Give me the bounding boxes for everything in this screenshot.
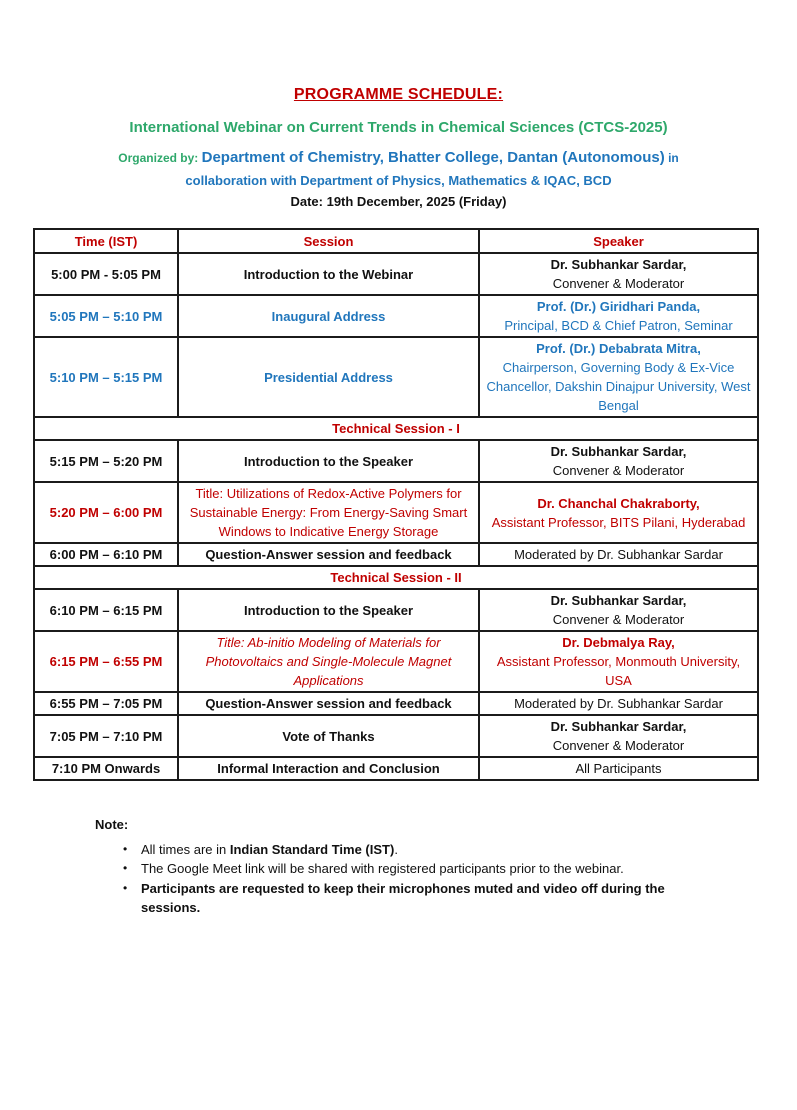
speaker-name: Dr. Subhankar Sardar,	[550, 257, 687, 272]
time-cell: 6:10 PM – 6:15 PM	[34, 589, 178, 631]
note-section	[95, 815, 695, 918]
speaker-name: Dr. Subhankar Sardar,	[550, 593, 687, 608]
header-session: Session	[178, 229, 479, 253]
collaboration-line: collaboration with Department of Physics, Mathematics & IQAC, BCD	[185, 173, 612, 188]
session-cell: Informal Interaction and Conclusion	[178, 757, 479, 780]
bullet-dot-icon: •	[123, 861, 128, 875]
session-cell: Presidential Address	[178, 337, 479, 417]
speaker-cell	[479, 482, 758, 543]
speaker-cell	[479, 253, 758, 295]
note-bullet-text	[141, 840, 398, 860]
section-title: Technical Session - I	[34, 417, 758, 440]
note-bullet	[95, 840, 683, 860]
speaker-role: Principal, BCD & Chief Patron, Seminar	[504, 318, 733, 333]
speaker-name: Dr. Debmalya Ray,	[562, 635, 675, 650]
note-list	[95, 840, 695, 918]
speaker-cell	[479, 295, 758, 337]
time-cell: 5:20 PM – 6:00 PM	[34, 482, 178, 543]
speaker-role: Moderated by Dr. Subhankar Sardar	[514, 696, 723, 711]
note-text-bold: Indian Standard Time (IST)	[229, 841, 395, 857]
speaker-role: Assistant Professor, BITS Pilani, Hyderabad	[491, 514, 746, 530]
speaker-role: Assistant Professor, Monmouth University, USA	[496, 654, 741, 688]
note-text-plain: All times are in	[141, 841, 230, 857]
table-row	[34, 589, 758, 631]
table-row	[34, 631, 758, 692]
time-cell: 7:10 PM Onwards	[34, 757, 178, 780]
table-row	[34, 253, 758, 295]
speaker-cell	[479, 337, 758, 417]
table-row	[34, 757, 758, 780]
session-cell: Vote of Thanks	[178, 715, 479, 757]
time-cell: 5:15 PM – 5:20 PM	[34, 440, 178, 482]
session-cell: Introduction to the Speaker	[178, 440, 479, 482]
speaker-name: Prof. (Dr.) Giridhari Panda,	[536, 299, 701, 314]
session-cell: Introduction to the Webinar	[178, 253, 479, 295]
speaker-name: Dr. Subhankar Sardar,	[550, 719, 687, 734]
speaker-cell	[479, 589, 758, 631]
section-header-row	[34, 417, 758, 440]
speaker-role: All Participants	[575, 761, 662, 776]
webinar-subtitle: International Webinar on Current Trends in Chemical Sciences (CTCS-2025)	[129, 119, 668, 136]
note-bullet-text: The Google Meet link will be shared with registered participants prior to the webinar.	[141, 861, 624, 876]
speaker-role: Chairperson, Governing Body & Ex-Vice Chancellor, Dakshin Dinajpur University, West Bengal	[486, 360, 751, 413]
note-bullet	[95, 859, 683, 879]
session-cell: Question-Answer session and feedback	[178, 543, 479, 566]
organized-by-label: Organized by:	[118, 151, 199, 165]
bullet-dot-icon: •	[123, 880, 128, 895]
speaker-role: Convener & Moderator	[552, 276, 685, 291]
header-speaker: Speaker	[479, 229, 758, 253]
session-cell: Inaugural Address	[178, 295, 479, 337]
speaker-role: Convener & Moderator	[552, 463, 685, 478]
speaker-cell	[479, 692, 758, 715]
session-cell: Introduction to the Speaker	[178, 589, 479, 631]
time-cell: 7:05 PM – 7:10 PM	[34, 715, 178, 757]
speaker-cell	[479, 715, 758, 757]
speaker-role: Convener & Moderator	[552, 612, 685, 627]
note-text-plain: .	[394, 841, 398, 857]
time-cell: 5:00 PM - 5:05 PM	[34, 253, 178, 295]
section-header-row	[34, 566, 758, 589]
speaker-cell	[479, 543, 758, 566]
time-cell: 5:10 PM – 5:15 PM	[34, 337, 178, 417]
speaker-name: Dr. Chanchal Chakraborty,	[537, 495, 700, 511]
speaker-cell	[479, 631, 758, 692]
organizer-line	[0, 149, 797, 166]
speaker-cell	[479, 757, 758, 780]
session-cell: Title: Ab-initio Modeling of Materials for Photovoltaics and Single-Molecule Magnet Applications	[178, 631, 479, 692]
time-cell: 5:05 PM – 5:10 PM	[34, 295, 178, 337]
speaker-cell	[479, 440, 758, 482]
speaker-name: Prof. (Dr.) Debabrata Mitra,	[536, 341, 701, 356]
table-row	[34, 715, 758, 757]
session-cell: Title: Utilizations of Redox-Active Polymers for Sustainable Energy: From Energy-Saving Smart Windows to Indicative Energy Storage	[178, 482, 479, 543]
speaker-role: Moderated by Dr. Subhankar Sardar	[514, 547, 723, 562]
table-row	[34, 295, 758, 337]
section-title: Technical Session - II	[34, 566, 758, 589]
schedule-table	[33, 228, 759, 781]
table-row	[34, 692, 758, 715]
time-cell: 6:55 PM – 7:05 PM	[34, 692, 178, 715]
date-line: Date: 19th December, 2025 (Friday)	[290, 194, 507, 209]
note-bullet-text: Participants are requested to keep their microphones muted and video off during the sessions.	[141, 880, 665, 915]
page-title: PROGRAMME SCHEDULE:	[293, 86, 504, 103]
table-header-row	[34, 229, 758, 253]
table-row	[34, 337, 758, 417]
table-row	[34, 543, 758, 566]
time-cell: 6:00 PM – 6:10 PM	[34, 543, 178, 566]
note-bullet	[95, 879, 683, 918]
table-row	[34, 482, 758, 543]
speaker-role: Convener & Moderator	[552, 738, 685, 753]
session-cell: Question-Answer session and feedback	[178, 692, 479, 715]
speaker-name: Dr. Subhankar Sardar,	[550, 444, 687, 459]
note-label: Note:	[95, 817, 129, 832]
time-cell: 6:15 PM – 6:55 PM	[34, 631, 178, 692]
table-row	[34, 440, 758, 482]
organizer-name: Department of Chemistry, Bhatter College, Dantan (Autonomous)	[201, 149, 665, 166]
organizer-suffix: in	[668, 151, 679, 165]
header-time: Time (IST)	[34, 229, 178, 253]
bullet-dot-icon: •	[123, 841, 128, 856]
